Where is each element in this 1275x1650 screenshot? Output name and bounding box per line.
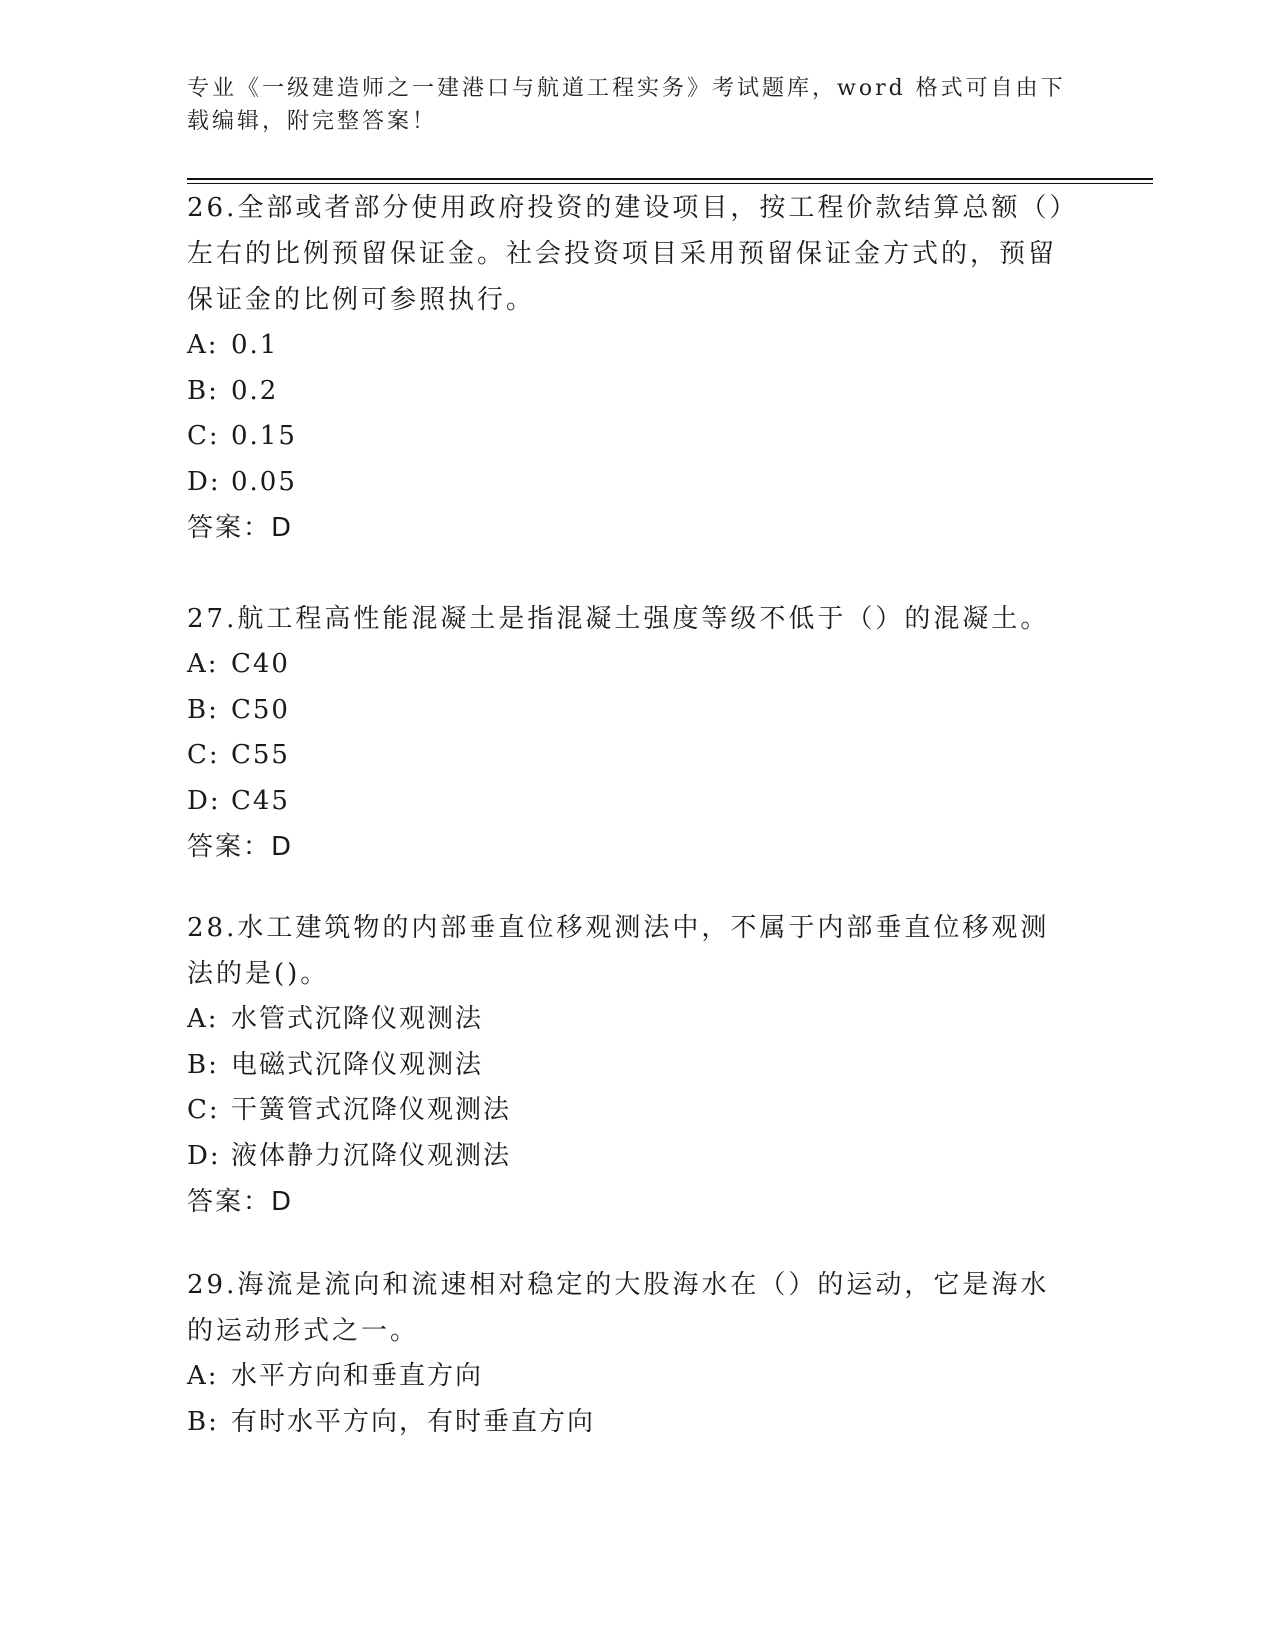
option-b	[187, 369, 1067, 415]
option-letter: B:	[187, 1406, 219, 1437]
option-text: C40	[231, 649, 290, 679]
answer-label: 答案：D	[187, 513, 294, 543]
option-d	[187, 779, 1067, 825]
option-text: C55	[231, 740, 290, 770]
option-text: 0.1	[231, 330, 279, 360]
answer-label: 答案：D	[187, 832, 294, 862]
option-text: C45	[231, 785, 290, 816]
option-b	[187, 688, 1067, 734]
option-text: 电磁式沉降仪观测法	[231, 1049, 484, 1080]
option-letter: D:	[187, 785, 221, 816]
option-c	[187, 414, 1067, 460]
question-stem: 28.水工建筑物的内部垂直位移观测法中，不属于内部垂直位移观测法的是()。	[187, 913, 1050, 989]
header-divider-thin	[187, 183, 1153, 184]
option-d	[187, 460, 1067, 506]
option-letter: A:	[187, 1361, 219, 1391]
option-letter: C:	[187, 1095, 220, 1125]
option-letter: B:	[187, 694, 219, 725]
option-letter: C:	[187, 740, 220, 770]
option-a	[187, 642, 1067, 688]
answer-label: 答案：D	[187, 1187, 294, 1217]
question-27	[187, 596, 1067, 870]
option-d	[187, 1134, 1067, 1180]
question-29	[187, 1262, 1067, 1445]
option-letter: D:	[187, 1140, 221, 1171]
option-letter: C:	[187, 421, 220, 451]
option-text: 0.05	[231, 466, 297, 497]
option-letter: A:	[187, 649, 219, 679]
option-a	[187, 323, 1067, 369]
option-a	[187, 997, 1067, 1043]
option-letter: B:	[187, 375, 219, 406]
option-text: 0.15	[231, 421, 297, 451]
option-text: C50	[231, 694, 290, 725]
option-text: 水平方向和垂直方向	[231, 1361, 484, 1391]
option-b	[187, 1043, 1067, 1089]
option-letter: A:	[187, 1004, 219, 1034]
option-text: 干簧管式沉降仪观测法	[231, 1095, 512, 1125]
option-b	[187, 1400, 1067, 1446]
header-divider-thick	[187, 178, 1153, 180]
option-a	[187, 1354, 1067, 1400]
option-text: 液体静力沉降仪观测法	[231, 1140, 512, 1171]
option-letter: A:	[187, 330, 219, 360]
option-c	[187, 1088, 1067, 1134]
question-stem: 26.全部或者部分使用政府投资的建设项目，按工程价款结算总额（）左右的比例预留保证金。社会投资项目采用预留保证金方式的，预留保证金的比例可参照执行。	[187, 193, 1066, 315]
option-letter: D:	[187, 466, 221, 497]
option-text: 有时水平方向，有时垂直方向	[231, 1406, 596, 1437]
option-letter: B:	[187, 1049, 219, 1080]
option-text: 水管式沉降仪观测法	[231, 1004, 484, 1034]
question-28	[187, 905, 1067, 1225]
document-intro: 专业《一级建造师之一建港口与航道工程实务》考试题库，word 格式可自由下载编辑，附完整答案！	[187, 76, 1066, 134]
option-c	[187, 733, 1067, 779]
question-stem: 29.海流是流向和流速相对稳定的大股海水在（）的运动，它是海水的运动形式之一。	[187, 1270, 1050, 1346]
option-text: 0.2	[231, 375, 279, 406]
question-stem: 27.航工程高性能混凝土是指混凝土强度等级不低于（）的混凝土。	[187, 604, 1050, 634]
question-26	[187, 185, 1067, 551]
